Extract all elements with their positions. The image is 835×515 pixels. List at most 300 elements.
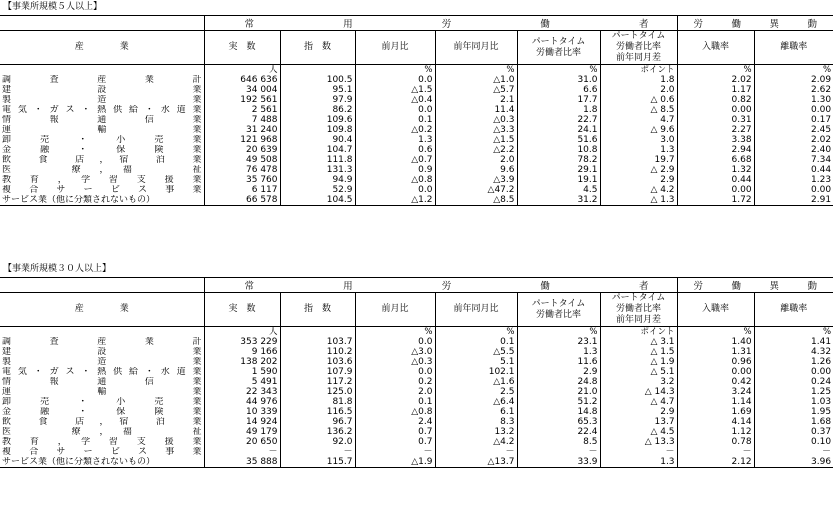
cell-value: △ 1.9 (600, 357, 677, 367)
cell-value: 0.44 (677, 175, 754, 185)
cell-value: 2.02 (754, 135, 833, 145)
cell-value: 1.8 (600, 75, 677, 85)
cell-value: 1.32 (677, 165, 754, 175)
cell-value: △ 2.9 (600, 165, 677, 175)
cell-value: 1.25 (754, 387, 833, 397)
cell-value: 0.82 (677, 95, 754, 105)
cell-value: △0.7 (355, 155, 435, 165)
table-row (0, 407, 833, 417)
cell-value: 2.27 (677, 125, 754, 135)
group-header-char: 労 (441, 281, 452, 292)
stats-table (0, 15, 833, 206)
cell-value: 2.09 (754, 75, 833, 85)
table-row (0, 115, 833, 125)
cell-value: 92.0 (280, 437, 355, 447)
industry-name: サービス業（他に分類されないもの） (0, 457, 204, 468)
table-row (0, 337, 833, 347)
cell-value: 14.8 (517, 407, 600, 417)
cell-value: △ 14.3 (600, 387, 677, 397)
cell-value: 97.9 (280, 95, 355, 105)
group-header-char: 労 (441, 19, 452, 30)
cell-value: 1.68 (754, 417, 833, 427)
cell-value: △ 3.1 (600, 337, 677, 347)
column-header: 指 数 (280, 31, 355, 65)
cell-value: △2.2 (435, 145, 517, 155)
column-header: 入職率 (677, 31, 754, 65)
group-header-char: 働 (731, 281, 742, 292)
column-header: 離職率 (754, 293, 833, 327)
column-header: 指 数 (280, 293, 355, 327)
cell-value: △ 4.5 (600, 427, 677, 437)
unit-label: % (517, 327, 600, 338)
cell-value: 0.00 (677, 105, 754, 115)
group-header-char: 常 (244, 281, 255, 292)
cell-value: 110.2 (280, 347, 355, 357)
industry-name: 卸 売 ・ 小 売 業 (2, 397, 202, 407)
cell-value: 117.2 (280, 377, 355, 387)
cell-value: 1.41 (754, 337, 833, 347)
group-header-char: 働 (731, 19, 742, 30)
cell-value: △1.2 (355, 195, 435, 206)
cell-value: 107.9 (280, 367, 355, 377)
cell-value: 2.40 (754, 145, 833, 155)
cell-value: 8.5 (517, 437, 600, 447)
industry-name: 調 査 産 業 計 (2, 337, 202, 347)
cell-value: － (204, 447, 280, 457)
column-header: 離職率 (754, 31, 833, 65)
group-header-char: 者 (639, 19, 649, 30)
cell-value: 19.1 (517, 175, 600, 185)
unit-label (280, 65, 355, 76)
cell-value: 2 561 (204, 105, 280, 115)
cell-value: 2.9 (600, 407, 677, 417)
cell-value: 23.1 (517, 337, 600, 347)
cell-value: △0.2 (355, 125, 435, 135)
cell-value: 6.6 (517, 85, 600, 95)
unit-label: % (355, 65, 435, 76)
table-row (0, 145, 833, 155)
cell-value: － (355, 447, 435, 457)
cell-value: 2.0 (600, 85, 677, 95)
column-header: 入職率 (677, 293, 754, 327)
cell-value: △3.9 (435, 175, 517, 185)
table-row (0, 125, 833, 135)
cell-value: 0.9 (355, 165, 435, 175)
cell-value: 1.95 (754, 407, 833, 417)
cell-value: 76 478 (204, 165, 280, 175)
cell-value: 0.17 (754, 115, 833, 125)
section-title: 【事業所規模５人以上】 (3, 2, 103, 12)
table-row (0, 165, 833, 175)
industry-name: 製 造 業 (2, 95, 202, 105)
cell-value: 22.7 (517, 115, 600, 125)
cell-value: 35 760 (204, 175, 280, 185)
cell-value: 0.7 (355, 427, 435, 437)
table-row (0, 357, 833, 367)
cell-value: 1.30 (754, 95, 833, 105)
unit-label: % (435, 327, 517, 338)
cell-value: 0.42 (677, 377, 754, 387)
group-header-char: 異 (769, 19, 780, 30)
cell-value: 9.6 (435, 165, 517, 175)
unit-label: % (435, 65, 517, 76)
group-header-char: 者 (639, 281, 649, 292)
cell-value: △ 8.5 (600, 105, 677, 115)
cell-value: 10.8 (517, 145, 600, 155)
cell-value: 0.78 (677, 437, 754, 447)
table-row (0, 195, 833, 206)
cell-value: 4.7 (600, 115, 677, 125)
cell-value: － (280, 447, 355, 457)
cell-value: △47.2 (435, 185, 517, 195)
cell-value: 1.03 (754, 397, 833, 407)
industry-name: 金 融 ・ 保 険 業 (2, 407, 202, 417)
cell-value: 136.2 (280, 427, 355, 437)
cell-value: 125.0 (280, 387, 355, 397)
table-row (0, 185, 833, 195)
cell-value: 2.12 (677, 457, 754, 468)
cell-value: △6.4 (435, 397, 517, 407)
cell-value: △8.5 (435, 195, 517, 206)
cell-value: 2.91 (754, 195, 833, 206)
table-row (0, 397, 833, 407)
cell-value: 49 179 (204, 427, 280, 437)
cell-value: △3.0 (355, 347, 435, 357)
cell-value: 1.26 (754, 357, 833, 367)
industry-name: 飲 食 店 ， 宿 泊 業 (2, 417, 202, 427)
group-header-turnover (677, 278, 833, 293)
unit-label: % (754, 327, 833, 338)
cell-value: 6.1 (435, 407, 517, 417)
cell-value: 104.7 (280, 145, 355, 155)
cell-value: － (600, 447, 677, 457)
cell-value: 81.8 (280, 397, 355, 407)
unit-label: % (517, 65, 600, 76)
industry-name: 教 育 ， 学 習 支 援 業 (2, 175, 202, 185)
industry-header: 産 業 (0, 31, 204, 65)
cell-value: 17.7 (517, 95, 600, 105)
cell-value: 1.3 (600, 145, 677, 155)
cell-value: 3.0 (600, 135, 677, 145)
cell-value: 94.9 (280, 175, 355, 185)
cell-value: 34 004 (204, 85, 280, 95)
cell-value: 90.4 (280, 135, 355, 145)
cell-value: 1.3 (600, 457, 677, 468)
group-header-char: 用 (343, 281, 353, 292)
cell-value: △1.0 (435, 75, 517, 85)
industry-name: 卸 売 ・ 小 売 業 (2, 135, 202, 145)
cell-value: 0.00 (677, 367, 754, 377)
group-header-char: 動 (807, 281, 818, 292)
cell-value: 109.8 (280, 125, 355, 135)
industry-name: 複 合 サ ー ビ ス 事 業 (2, 185, 202, 195)
cell-value: 86.2 (280, 105, 355, 115)
unit-label: 人 (204, 327, 280, 338)
cell-value: 1.17 (677, 85, 754, 95)
group-header-char: 用 (343, 19, 353, 30)
cell-value: 10 339 (204, 407, 280, 417)
cell-value: 11.6 (517, 357, 600, 367)
cell-value: 95.1 (280, 85, 355, 95)
cell-value: 2.9 (600, 175, 677, 185)
cell-value: △ 1.5 (600, 347, 677, 357)
cell-value: 103.7 (280, 337, 355, 347)
table-row (0, 175, 833, 185)
table-row (0, 155, 833, 165)
cell-value: 31.0 (517, 75, 600, 85)
cell-value: 0.0 (355, 75, 435, 85)
header-group-row (0, 278, 833, 293)
cell-value: △1.6 (435, 377, 517, 387)
group-header-employees (204, 278, 677, 293)
unit-label: ポイント (600, 65, 677, 76)
cell-value: △ 4.2 (600, 185, 677, 195)
cell-value: 0.2 (355, 377, 435, 387)
cell-value: 22 343 (204, 387, 280, 397)
cell-value: 31.2 (517, 195, 600, 206)
cell-value: 1.23 (754, 175, 833, 185)
industry-name: 電気・ガス・熱供給・水道業 (2, 367, 202, 377)
industry-name: 情 報 通 信 業 (2, 377, 202, 387)
cell-value: △0.3 (435, 115, 517, 125)
cell-value: 6.68 (677, 155, 754, 165)
column-header: 前年同月比 (435, 293, 517, 327)
cell-value: 0.00 (754, 105, 833, 115)
table-row (0, 75, 833, 85)
cell-value: 192 561 (204, 95, 280, 105)
cell-value: 103.6 (280, 357, 355, 367)
stats-table (0, 277, 833, 468)
industry-name: 運 輸 業 (2, 125, 202, 135)
cell-value: 1.72 (677, 195, 754, 206)
unit-label: % (355, 327, 435, 338)
cell-value: 1.31 (677, 347, 754, 357)
table-row (0, 367, 833, 377)
table-row (0, 347, 833, 357)
table-row (0, 457, 833, 468)
group-header-char: 働 (540, 19, 550, 30)
group-header-employees (204, 16, 677, 31)
cell-value: △1.9 (355, 457, 435, 468)
cell-value: △0.3 (355, 357, 435, 367)
table-row (0, 95, 833, 105)
cell-value: △1.5 (435, 135, 517, 145)
cell-value: 8.3 (435, 417, 517, 427)
cell-value: 22.4 (517, 427, 600, 437)
industry-name: 医 療 ， 福 祉 (2, 165, 202, 175)
cell-value: 104.5 (280, 195, 355, 206)
cell-value: 2.62 (754, 85, 833, 95)
cell-value: 0.6 (355, 145, 435, 155)
column-header: パートタイム 労働者比率 前年同月差 (600, 293, 677, 327)
table-row (0, 85, 833, 95)
table-row (0, 135, 833, 145)
cell-value: 66 578 (204, 195, 280, 206)
cell-value: 1.14 (677, 397, 754, 407)
cell-value: 121 968 (204, 135, 280, 145)
cell-value: 2.94 (677, 145, 754, 155)
cell-value: 35 888 (204, 457, 280, 468)
cell-value: 0.0 (355, 337, 435, 347)
cell-value: 0.37 (754, 427, 833, 437)
unit-label: 人 (204, 65, 280, 76)
unit-label: % (677, 65, 754, 76)
cell-value: 131.3 (280, 165, 355, 175)
cell-value: 102.1 (435, 367, 517, 377)
cell-value: 0.31 (677, 115, 754, 125)
cell-value: 1.69 (677, 407, 754, 417)
cell-value: 353 229 (204, 337, 280, 347)
industry-name: 電気・ガス・熱供給・水道業 (2, 105, 202, 115)
cell-value: 0.00 (677, 185, 754, 195)
cell-value: 0.24 (754, 377, 833, 387)
cell-value: 4.14 (677, 417, 754, 427)
cell-value: △0.8 (355, 407, 435, 417)
industry-name: サービス業（他に分類されないもの） (0, 195, 204, 206)
industry-name: 医 療 ， 福 祉 (2, 427, 202, 437)
table-row (0, 105, 833, 115)
cell-value: 14 924 (204, 417, 280, 427)
cell-value: 52.9 (280, 185, 355, 195)
cell-value: △ 0.6 (600, 95, 677, 105)
cell-value: △13.7 (435, 457, 517, 468)
cell-value: 11.4 (435, 105, 517, 115)
group-header-turnover (677, 16, 833, 31)
column-header: 前月比 (355, 31, 435, 65)
cell-value: 51.6 (517, 135, 600, 145)
cell-value: 4.5 (517, 185, 600, 195)
group-header-char: 動 (807, 19, 818, 30)
cell-value: 9 166 (204, 347, 280, 357)
cell-value: 2.4 (355, 417, 435, 427)
cell-value: 13.2 (435, 427, 517, 437)
industry-name: 飲 食 店 ， 宿 泊 業 (2, 155, 202, 165)
table-row (0, 377, 833, 387)
unit-row (0, 327, 833, 338)
unit-row (0, 65, 833, 76)
column-header: パートタイム 労働者比率 前年同月差 (600, 31, 677, 65)
cell-value: △4.2 (435, 437, 517, 447)
column-header: パートタイム 労働者比率 (517, 31, 600, 65)
unit-label: % (677, 327, 754, 338)
cell-value: △ 5.1 (600, 367, 677, 377)
cell-value: 1.3 (517, 347, 600, 357)
cell-value: 21.0 (517, 387, 600, 397)
table-row (0, 437, 833, 447)
unit-label: ポイント (600, 327, 677, 338)
industry-name: 調 査 産 業 計 (2, 75, 202, 85)
cell-value: △1.5 (355, 85, 435, 95)
cell-value: 96.7 (280, 417, 355, 427)
cell-value: － (517, 447, 600, 457)
column-header: 前年同月比 (435, 31, 517, 65)
cell-value: 0.1 (435, 337, 517, 347)
cell-value: － (754, 447, 833, 457)
industry-name: 複 合 サ ー ビ ス 事 業 (2, 447, 202, 457)
cell-value: 646 636 (204, 75, 280, 85)
table-row (0, 427, 833, 437)
cell-value: △0.8 (355, 175, 435, 185)
unit-label (280, 327, 355, 338)
cell-value: 2.0 (355, 387, 435, 397)
cell-value: △5.5 (435, 347, 517, 357)
cell-value: 5 491 (204, 377, 280, 387)
cell-value: 3.96 (754, 457, 833, 468)
cell-value: 1.40 (677, 337, 754, 347)
industry-name: 運 輸 業 (2, 387, 202, 397)
section-title: 【事業所規模３０人以上】 (3, 264, 112, 274)
table-row (0, 417, 833, 427)
column-header: パートタイム 労働者比率 (517, 293, 600, 327)
cell-value: 19.7 (600, 155, 677, 165)
header-column-row (0, 31, 833, 65)
cell-value: 100.5 (280, 75, 355, 85)
cell-value: △3.3 (435, 125, 517, 135)
cell-value: 0.0 (355, 105, 435, 115)
column-header: 前月比 (355, 293, 435, 327)
cell-value: △ 9.6 (600, 125, 677, 135)
cell-value: △ 1.3 (600, 195, 677, 206)
group-header-char: 異 (769, 281, 780, 292)
cell-value: 1.3 (355, 135, 435, 145)
cell-value: － (677, 447, 754, 457)
cell-value: － (435, 447, 517, 457)
cell-value: 0.44 (754, 165, 833, 175)
industry-header: 産 業 (0, 293, 204, 327)
cell-value: 7 488 (204, 115, 280, 125)
cell-value: 138 202 (204, 357, 280, 367)
cell-value: 13.7 (600, 417, 677, 427)
cell-value: 7.34 (754, 155, 833, 165)
cell-value: 0.1 (355, 115, 435, 125)
cell-value: 3.38 (677, 135, 754, 145)
cell-value: 31 240 (204, 125, 280, 135)
cell-value: 24.1 (517, 125, 600, 135)
industry-name: 製 造 業 (2, 357, 202, 367)
industry-name: 建 設 業 (2, 85, 202, 95)
cell-value: 115.7 (280, 457, 355, 468)
cell-value: 0.00 (754, 185, 833, 195)
cell-value: 29.1 (517, 165, 600, 175)
cell-value: 5.1 (435, 357, 517, 367)
cell-value: 1 590 (204, 367, 280, 377)
cell-value: 4.32 (754, 347, 833, 357)
cell-value: 20 639 (204, 145, 280, 155)
table-row (0, 447, 833, 457)
cell-value: △5.7 (435, 85, 517, 95)
cell-value: 1.8 (517, 105, 600, 115)
cell-value: 2.9 (517, 367, 600, 377)
cell-value: 111.8 (280, 155, 355, 165)
cell-value: 78.2 (517, 155, 600, 165)
cell-value: 2.0 (435, 155, 517, 165)
table-row (0, 387, 833, 397)
cell-value: 2.1 (435, 95, 517, 105)
industry-name: 金 融 ・ 保 険 業 (2, 145, 202, 155)
group-header-char: 働 (540, 281, 550, 292)
cell-value: 0.0 (355, 367, 435, 377)
cell-value: 49 508 (204, 155, 280, 165)
group-header-char: 労 (693, 19, 704, 30)
cell-value: 0.96 (677, 357, 754, 367)
cell-value: 0.1 (355, 397, 435, 407)
cell-value: 2.45 (754, 125, 833, 135)
cell-value: 24.8 (517, 377, 600, 387)
cell-value: 20 650 (204, 437, 280, 447)
industry-name: 情 報 通 信 業 (2, 115, 202, 125)
cell-value: 109.6 (280, 115, 355, 125)
cell-value: 44 976 (204, 397, 280, 407)
